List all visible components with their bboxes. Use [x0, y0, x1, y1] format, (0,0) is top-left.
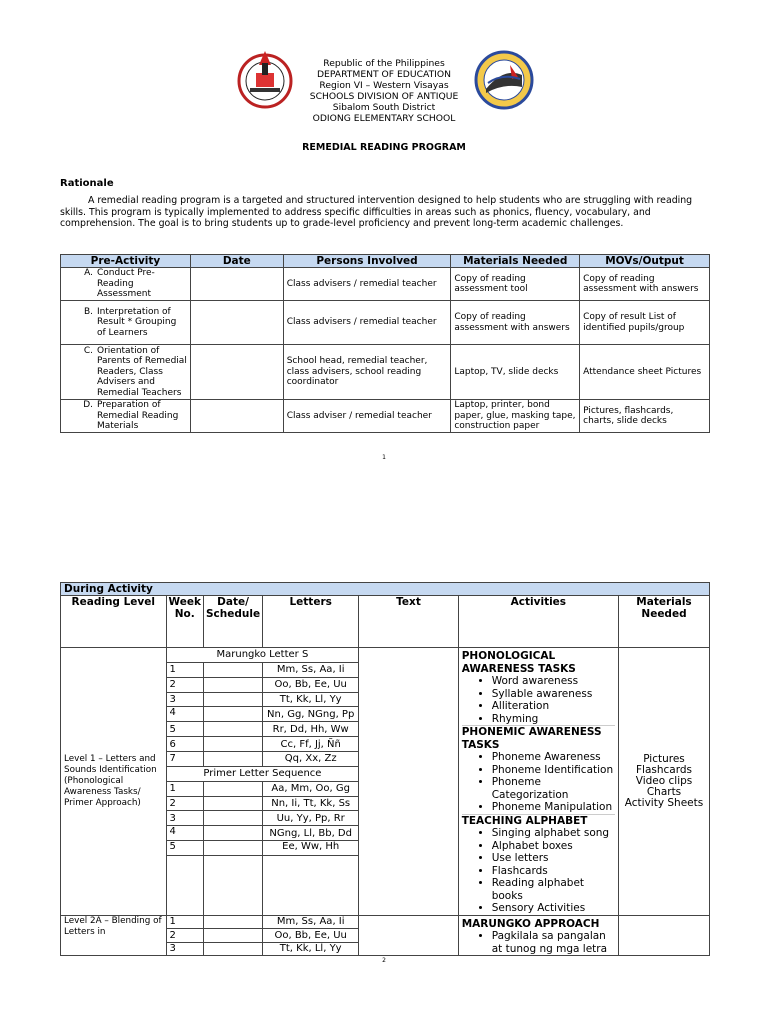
date-cell: [203, 915, 262, 929]
date-cell: [203, 707, 262, 722]
task-title: PHONOLOGICAL AWARENESS TASKS: [461, 650, 576, 675]
activity-name: Interpretation of Result * Grouping of Learners: [97, 306, 177, 338]
week-cell: 1: [166, 915, 203, 929]
task-title: TEACHING ALPHABET: [461, 814, 588, 827]
list-item: • Syllable awareness: [492, 688, 615, 701]
week-cell: 5: [166, 722, 203, 737]
week-cell: 1: [166, 781, 203, 796]
letters-cell: Oo, Bb, Ee, Uu: [263, 929, 359, 943]
week-cell: 2: [166, 677, 203, 692]
list-item: • Phoneme Identification: [492, 764, 615, 777]
rationale-body: A remedial reading program is a targeted and structured intervention designed to help students who are struggling with reading skills. This program is typically implemented to address specific difficulties in areas such as phonics, fluency, vocabulary, and comprehension. The goal is to bring students up to grade-level proficiency and prevent long-term academic challenges.: [60, 195, 693, 229]
column-header: Letters: [263, 596, 359, 648]
week-cell: 7: [166, 752, 203, 767]
material-item: Pictures: [643, 752, 685, 765]
date-cell: [203, 662, 262, 677]
date-cell: [203, 692, 262, 707]
persons-cell: Class advisers / remedial teacher: [283, 268, 451, 301]
table-row: [61, 400, 710, 433]
banner-label: During Activity: [61, 583, 710, 596]
activities-cell: [458, 915, 618, 956]
week-cell: 5: [166, 841, 203, 856]
movs-cell: Pictures, flashcards, charts, slide decks: [580, 400, 710, 433]
page-number: 1: [382, 454, 386, 461]
letters-cell: Nn, Gg, NGng, Pp: [263, 707, 359, 722]
letterhead-line: DEPARTMENT OF EDUCATION: [316, 69, 452, 80]
date-cell: [203, 796, 262, 811]
date-cell: [203, 942, 262, 956]
row-letter: A.: [84, 268, 93, 279]
date-cell: [203, 811, 262, 826]
date-cell: [190, 268, 283, 301]
date-cell: [203, 826, 262, 841]
table-row: [61, 648, 710, 663]
list-item: • Alphabet boxes: [492, 840, 615, 853]
activity-name: Conduct Pre-Reading Assessment: [97, 268, 155, 300]
column-header: Pre-Activity: [61, 255, 191, 268]
week-cell: [166, 856, 203, 915]
list-item: • Word awareness: [492, 675, 615, 688]
text-cell: [359, 648, 458, 916]
table-row: [61, 301, 710, 345]
table-row: [61, 268, 710, 301]
letters-cell: Aa, Mm, Oo, Gg: [263, 781, 359, 796]
date-cell: [190, 345, 283, 400]
column-header: Persons Involved: [283, 255, 451, 268]
letters-cell: Rr, Dd, Hh, Ww: [263, 722, 359, 737]
text-cell: [359, 915, 458, 956]
list-item: • Use letters: [492, 852, 615, 865]
persons-cell: Class adviser / remedial teacher: [283, 400, 451, 433]
list-item: • Pagkilala sa pangalan at tunog ng mga letra: [492, 930, 615, 955]
rationale-heading: Rationale: [60, 178, 114, 189]
table-row: [61, 345, 710, 400]
table-banner-row: [61, 583, 710, 596]
column-header: Materials Needed: [451, 255, 580, 268]
date-cell: [203, 841, 262, 856]
date-cell: [203, 781, 262, 796]
material-item: Flashcards: [636, 763, 692, 776]
material-item: Activity Sheets: [624, 796, 704, 809]
week-cell: 2: [166, 796, 203, 811]
task-list: [462, 751, 615, 815]
materials-cell: [619, 915, 710, 956]
week-cell: 2: [166, 929, 203, 943]
material-item: Charts: [646, 785, 682, 798]
letters-cell: Tt, Kk, Ll, Yy: [263, 692, 359, 707]
letters-cell: Tt, Kk, Ll, Yy: [263, 942, 359, 956]
letterhead-line: Republic of the Philippines: [323, 58, 445, 69]
material-item: Video clips: [635, 774, 693, 787]
letters-cell: Cc, Ff, Jj, Ññ: [263, 737, 359, 752]
materials-cell: Copy of reading assessment with answers: [451, 301, 580, 345]
letters-cell: NGng, Ll, Bb, Dd: [263, 826, 359, 841]
activity-name: Preparation of Remedial Reading Materials: [97, 400, 179, 432]
task-title: MARUNGKO APPROACH: [461, 917, 600, 930]
movs-cell: Copy of result List of identified pupils/group: [580, 301, 710, 345]
list-item: • Phoneme Awareness: [492, 751, 615, 764]
list-item: • Phoneme Categorization: [492, 776, 615, 801]
letters-cell: Qq, Xx, Zz: [263, 752, 359, 767]
column-header: Activities: [458, 596, 618, 648]
activity-name: Orientation of Parents of Remedial Readers, Class Advisers and Remedial Teachers: [97, 345, 187, 398]
during-activity-table: [60, 582, 710, 956]
table-header-row: [61, 255, 710, 268]
date-cell: [203, 737, 262, 752]
week-cell: 1: [166, 662, 203, 677]
column-header: Date/ Schedule: [203, 596, 262, 648]
list-item: • Sensory Activities: [492, 902, 615, 915]
pre-activity-table: [60, 254, 710, 433]
persons-cell: Class advisers / remedial teacher: [283, 301, 451, 345]
column-header: Reading Level: [61, 596, 167, 648]
reading-level-cell: Level 2A – Blending of Letters in: [61, 915, 167, 956]
materials-cell: Laptop, printer, bond paper, glue, masking tape, construction paper: [451, 400, 580, 433]
letterhead-line: Sibalom South District: [332, 102, 436, 113]
date-cell: [203, 856, 262, 915]
list-item: • Flashcards: [492, 865, 615, 878]
task-list: [462, 930, 615, 955]
column-header: Date: [190, 255, 283, 268]
letters-cell: Oo, Bb, Ee, Uu: [263, 677, 359, 692]
row-letter: D.: [83, 400, 93, 411]
section-subheading: Primer Letter Sequence: [166, 766, 359, 781]
task-list: [462, 675, 615, 726]
date-cell: [190, 301, 283, 345]
column-header: Materials Needed: [619, 596, 710, 648]
activities-cell: [458, 648, 618, 916]
week-cell: 6: [166, 737, 203, 752]
letters-cell: Mm, Ss, Aa, Ii: [263, 915, 359, 929]
letters-cell: Ee, Ww, Hh: [263, 841, 359, 856]
letters-cell: Nn, Ii, Tt, Kk, Ss: [263, 796, 359, 811]
week-cell: 3: [166, 811, 203, 826]
task-title: PHONEMIC AWARENESS TASKS: [461, 726, 602, 751]
date-cell: [203, 929, 262, 943]
materials-cell: Copy of reading assessment tool: [451, 268, 580, 301]
list-item: • Phoneme Manipulation: [492, 801, 615, 814]
date-cell: [203, 722, 262, 737]
row-letter: C.: [83, 345, 93, 356]
letterhead-line: SCHOOLS DIVISION OF ANTIQUE: [309, 91, 459, 102]
page-number: 2: [382, 957, 386, 964]
column-header: MOVs/Output: [580, 255, 710, 268]
list-item: • Reading alphabet books: [492, 877, 615, 902]
letterhead-line: ODIONG ELEMENTARY SCHOOL: [312, 113, 456, 124]
letterhead-line: Region VI – Western Visayas: [319, 80, 449, 91]
date-cell: [203, 677, 262, 692]
list-item: • Singing alphabet song: [492, 827, 615, 840]
movs-cell: Attendance sheet Pictures: [580, 345, 710, 400]
row-letter: B.: [83, 306, 93, 317]
week-cell: 3: [166, 692, 203, 707]
letters-cell: Mm, Ss, Aa, Ii: [263, 662, 359, 677]
list-item: • Rhyming: [492, 713, 615, 726]
materials-cell: [619, 648, 710, 916]
letterhead: [220, 58, 548, 124]
table-header-row: [61, 596, 710, 648]
column-header: Week No.: [166, 596, 203, 648]
reading-level-cell: Level 1 – Letters and Sounds Identification (Phonological Awareness Tasks/ Primer Approach): [61, 648, 167, 916]
week-cell: 4: [166, 707, 203, 722]
date-cell: [203, 752, 262, 767]
document-title: REMEDIAL READING PROGRAM: [302, 142, 466, 153]
week-cell: 3: [166, 942, 203, 956]
week-cell: 4: [166, 826, 203, 841]
materials-cell: Laptop, TV, slide decks: [451, 345, 580, 400]
movs-cell: Copy of reading assessment with answers: [580, 268, 710, 301]
letters-cell: Uu, Yy, Pp, Rr: [263, 811, 359, 826]
list-item: • Alliteration: [492, 700, 615, 713]
column-header: Text: [359, 596, 458, 648]
task-list: [462, 827, 615, 915]
persons-cell: School head, remedial teacher, class advisers, school reading coordinator: [283, 345, 451, 400]
letters-cell: [263, 856, 359, 915]
date-cell: [190, 400, 283, 433]
table-row: [61, 915, 710, 929]
section-subheading: Marungko Letter S: [166, 648, 359, 663]
